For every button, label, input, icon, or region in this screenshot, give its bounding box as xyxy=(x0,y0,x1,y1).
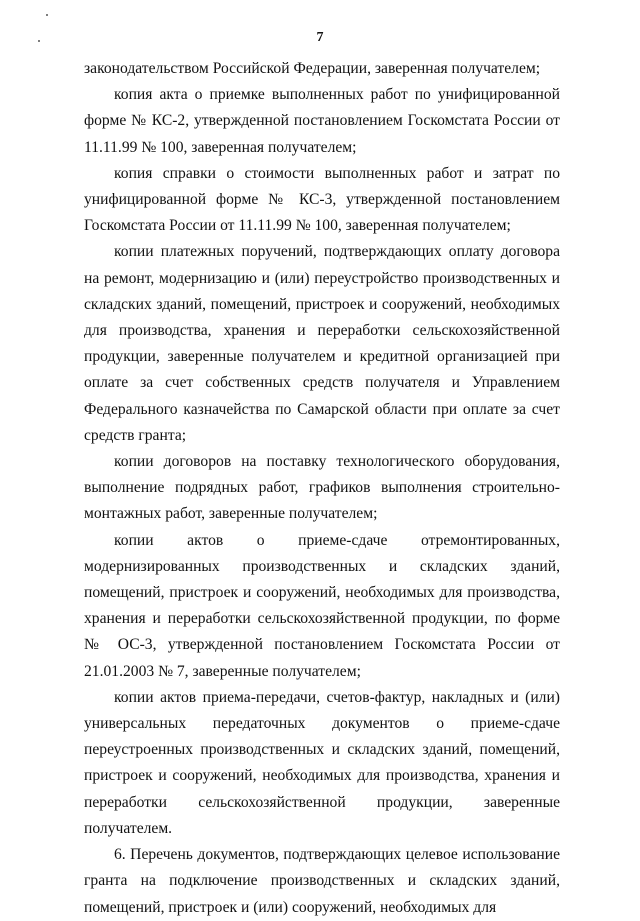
document-body xyxy=(84,56,560,921)
paragraph-transfer-acts: копии актов приема-передачи, счетов-фактур, накладных и (или) универсальных передаточных документов о приеме-сдаче переустроенных производственных и складских зданий, помещений, пристроек и сооружений, необходимых для производства, хранения и переработки сельскохозяйственной продукции, заверенные получателем. xyxy=(84,688,560,837)
paragraph-ks2-act: копия акта о приемке выполненных работ по унифицированной форме № КС-2, утвержденной постановлением Госкомстата России от 11.11.99 № 100, заверенная получателем; xyxy=(84,86,560,156)
paragraph-contracts: копии договоров на поставку технологического оборудования, выполнение подрядных работ, графиков выполнения строительно-монтажных работ, заверенные получателем; xyxy=(84,453,560,523)
paragraph-section-6: 6. Перечень документов, подтверждающих целевое использование гранта на подключение производственных и складских зданий, помещений, пристроек и (или) сооружений, необходимых для xyxy=(84,846,560,916)
page-number: 7 xyxy=(316,30,324,45)
paragraph-payment-orders: копии платежных поручений, подтверждающих оплату договора на ремонт, модернизацию и (или) переустройство производственных и складских зданий, помещений, пристроек и сооружений, необходимых для производства, хранения и переработки сельскохозяйственной продукции, заверенные получателем и кредитной организацией при оплате за счет собственных средств получателя и Управлением Федерального казначейства по Самарской области при оплате за счет средств гранта; xyxy=(84,243,560,444)
paragraph-continuation: законодательством Российской Федерации, заверенная получателем; xyxy=(84,60,541,77)
scan-artifact-dot xyxy=(46,14,48,16)
paragraph-os3-acts: копии актов о приеме-сдаче отремонтированных, модернизированных производственных и складских зданий, помещений, пристроек и сооружений, необходимых для производства, хранения и переработки сельскохозяйственной продукции, по форме № ОС-3, утвержденной постановлением Госкомстата России от 21.01.2003 № 7, заверенные получателем; xyxy=(84,531,560,680)
paragraph-ks3-certificate: копия справки о стоимости выполненных работ и затрат по унифицированной форме № КС-3, утвержденной постановлением Госкомстата России от 11.11.99 № 100, заверенная получателем; xyxy=(84,164,560,235)
